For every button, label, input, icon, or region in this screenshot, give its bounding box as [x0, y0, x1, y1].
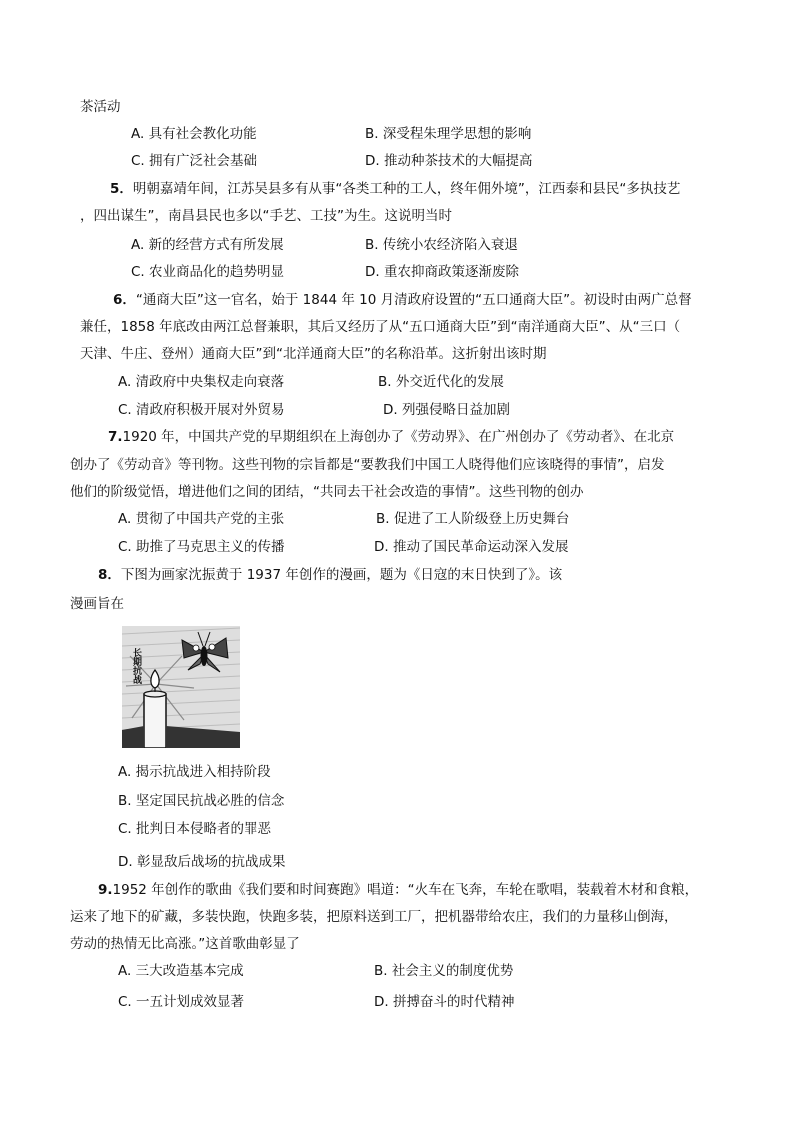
q6-stem-line3: 天津、牛庄、登州）通商大臣”到“北洋通商大臣”的名称沿革。这折射出该时期 [80, 346, 547, 362]
q9-option-b[interactable]: B. 社会主义的制度优势 [374, 963, 514, 979]
q8-number: 8． [98, 567, 121, 583]
q9-option-d[interactable]: D. 拼搏奋斗的时代精神 [374, 994, 515, 1010]
q8-option-b[interactable]: B. 坚定国民抗战必胜的信念 [118, 793, 285, 809]
q4-option-d[interactable]: D. 推动种茶技术的大幅提高 [365, 153, 533, 169]
cartoon-drawing [122, 626, 240, 748]
q7-stem-line1 [108, 427, 674, 447]
q7-stem-line2: 创办了《劳动音》等刊物。这些刊物的宗旨都是“要教我们中国工人晓得他们应该晓得的事情”，启发 [70, 457, 665, 473]
q5-stem-line1 [110, 179, 680, 199]
q9-stem-line3: 劳动的热情无比高涨。”这首歌曲彰显了 [70, 936, 300, 952]
q4-option-a[interactable]: A. 具有社会教化功能 [131, 126, 257, 142]
q8-option-a[interactable]: A. 揭示抗战进入相持阶段 [118, 764, 271, 780]
q9-stem-text1: 1952 年创作的歌曲《我们要和时间赛跑》唱道：“火车在飞奔，车轮在歌唱，装载着木材和食粮， [112, 882, 699, 898]
q5-option-a[interactable]: A. 新的经营方式有所发展 [131, 237, 284, 253]
q8-option-d[interactable]: D. 彰显敌后战场的抗战成果 [118, 854, 286, 870]
q6-option-c[interactable]: C. 清政府积极开展对外贸易 [118, 402, 285, 418]
q6-option-b[interactable]: B. 外交近代化的发展 [378, 374, 504, 390]
q5-stem-text1: 明朝嘉靖年间，江苏吴县多有从事“各类工种的工人，终年佣外境”，江西泰和县民“多执技艺 [132, 181, 681, 197]
q6-stem-text1: “通商大臣”这一官名，始于 1844 年 10 月清政府设置的“五口通商大臣”。初设时由两广总督 [135, 292, 692, 308]
cartoon-candle-text: 长期抗战 [131, 648, 141, 684]
q4-stem-tail: 茶活动 [80, 99, 121, 115]
q9-option-c[interactable]: C. 一五计划成效显著 [118, 994, 245, 1010]
q5-option-c[interactable]: C. 农业商品化的趋势明显 [131, 264, 285, 280]
q7-option-d[interactable]: D. 推动了国民革命运动深入发展 [374, 539, 569, 555]
q6-option-a[interactable]: A. 清政府中央集权走向衰落 [118, 374, 285, 390]
q8-stem-line1 [98, 565, 562, 585]
q5-option-d[interactable]: D. 重农抑商政策逐渐废除 [365, 264, 519, 280]
q8-option-c[interactable]: C. 批判日本侵略者的罪恶 [118, 821, 272, 837]
q5-number: 5． [110, 181, 133, 197]
q7-stem-line3: 他们的阶级觉悟，增进他们之间的团结，“共同去干社会改造的事情”。这些刊物的创办 [70, 484, 584, 500]
q6-stem-line1 [113, 290, 692, 310]
q9-stem-line1 [98, 880, 698, 900]
q7-stem-text1: 1920 年，中国共产党的早期组织在上海创办了《劳动界》、在广州创办了《劳动者》、在北京 [122, 429, 675, 445]
q7-option-b[interactable]: B. 促进了工人阶级登上历史舞台 [376, 511, 570, 527]
q6-stem-line2: 兼任，1858 年底改由两江总督兼职，其后又经历了从“五口通商大臣”到“南洋通商大臣”、从“三口（ [80, 319, 681, 335]
q9-stem-line2: 运来了地下的矿藏，多装快跑，快跑多装，把原料送到工厂，把机器带给农庄，我们的力量移山倒海， [70, 909, 678, 925]
q6-option-d[interactable]: D. 列强侵略日益加剧 [383, 402, 510, 418]
q7-option-a[interactable]: A. 贯彻了中国共产党的主张 [118, 511, 285, 527]
q6-number: 6． [113, 292, 136, 308]
q9-option-a[interactable]: A. 三大改造基本完成 [118, 963, 244, 979]
q8-stem-line2: 漫画旨在 [70, 596, 124, 612]
q4-option-b[interactable]: B. 深受程朱理学思想的影响 [365, 126, 532, 142]
q4-option-c[interactable]: C. 拥有广泛社会基础 [131, 153, 258, 169]
q5-stem-line2: ，四出谋生”，南昌县民也多以“手艺、工技”为生。这说明当时 [80, 208, 452, 224]
q7-option-c[interactable]: C. 助推了马克思主义的传播 [118, 539, 285, 555]
q9-number: 9. [98, 882, 113, 898]
q8-stem-text1: 下图为画家沈振黄于 1937 年创作的漫画，题为《日寇的末日快到了》。该 [120, 567, 563, 583]
q7-number: 7. [108, 429, 123, 445]
q5-option-b[interactable]: B. 传统小农经济陷入衰退 [365, 237, 518, 253]
cartoon-image [122, 626, 240, 748]
